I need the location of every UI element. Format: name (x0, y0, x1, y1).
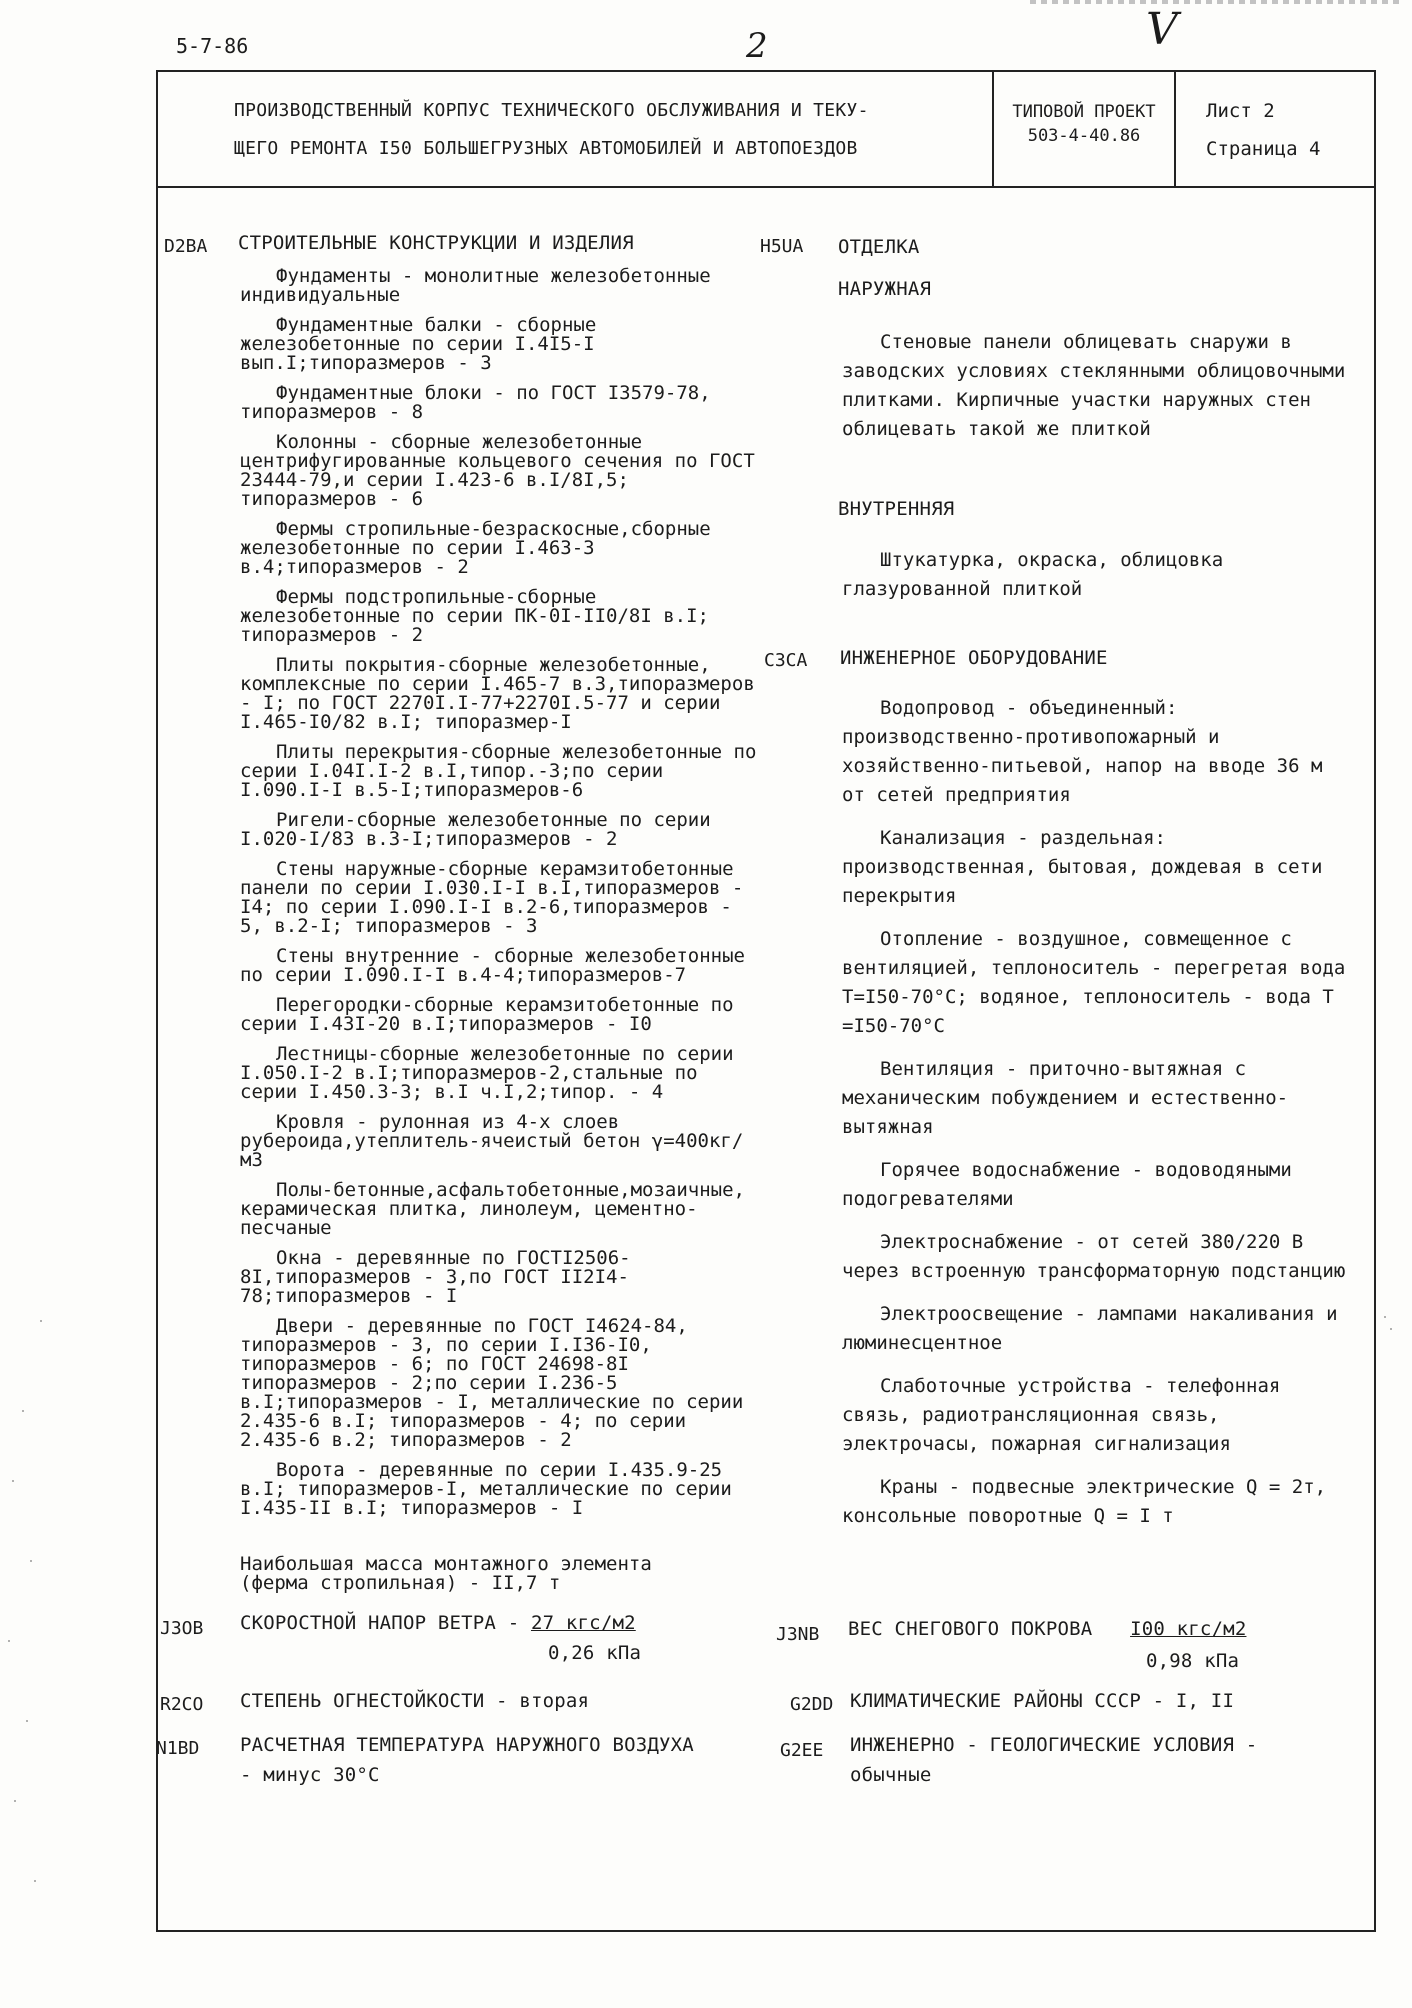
handwritten-page-number: 2 (746, 26, 768, 66)
scan-speck (26, 1720, 28, 1722)
list-item: Фундаменты - монолитные железобетонные индивидуальные (240, 265, 711, 306)
list-item: Горячее водоснабжение - водоводяными подогревателями (842, 1159, 1292, 1210)
header-title (234, 92, 984, 168)
document-code: 5-7-86 (176, 34, 249, 58)
list-item: Электроснабжение - от сетей 380/220 В через встроенную трансформаторную подстанцию (842, 1231, 1346, 1282)
list-item: Канализация - раздельная: производственная, бытовая, дождевая в сети перекрытия (842, 827, 1323, 907)
inner-finish-heading: ВНУТРЕННЯЯ (838, 498, 955, 520)
wind-pressure (240, 1612, 636, 1634)
project-number: 503-4-40.86 (1027, 126, 1141, 146)
fire-code: R2CO (160, 1694, 204, 1715)
structures-list (240, 267, 760, 1529)
climate-code: G2DD (790, 1694, 834, 1715)
project-block (994, 100, 1174, 148)
wind-value: 27 кгс/м2 (530, 1612, 636, 1634)
scan-speck (34, 1880, 36, 1882)
max-element-mass: Наибольшая масса монтажного элемента (ферма стропильная) - II,7 т (240, 1553, 652, 1594)
scan-speck (1390, 1328, 1392, 1330)
scan-speck (30, 1560, 32, 1562)
temperature-value: - минус 30°C (240, 1764, 380, 1786)
temperature-label: РАСЧЕТНАЯ ТЕМПЕРАТУРА НАРУЖНОГО ВОЗДУХА (240, 1734, 694, 1756)
sheet-block (1206, 92, 1366, 168)
left-section-heading: СТРОИТЕЛЬНЫЕ КОНСТРУКЦИИ И ИЗДЕЛИЯ (238, 232, 634, 254)
list-item: Колонны - сборные железобетонные центрифугированные кольцевого сечения по ГОСТ 23444-79,и серии I.423-6 в.I/8I,5; типоразмеров - 6 (240, 431, 755, 510)
list-item: Фермы стропильные-безраскосные,сборные железобетонные по серии I.463-3 в.4;типоразмеров - 2 (240, 518, 711, 578)
paragraph: Штукатурка, окраска, облицовка глазурованной плиткой (842, 549, 1224, 600)
list-item: Перегородки-сборные керамзитобетонные по серии I.43I-20 в.I;типоразмеров - I0 (240, 994, 734, 1035)
list-item: Водопровод - объединенный: производственно-противопожарный и хозяйственно-питьевой, напор на вводе 36 м от сетей предприятия (842, 697, 1323, 806)
snow-kpa: 0,98 кПа (1146, 1650, 1240, 1672)
list-item: Ригели-сборные железобетонные по серии I.020-I/83 в.3-I;типоразмеров - 2 (240, 809, 711, 850)
climate-regions: КЛИМАТИЧЕСКИЕ РАЙОНЫ СССР - I, II (850, 1690, 1235, 1712)
list-item: Фундаментные балки - сборные железобетонные по серии I.4I5-I вып.I;типоразмеров - 3 (240, 314, 597, 374)
scan-speck (22, 1410, 24, 1412)
temperature-code: N1BD (156, 1738, 200, 1759)
list-item: Отопление - воздушное, совмещенное с вентиляцией, теплоноситель - перегретая вода T=I50-70°C; водяное, теплоноситель - вода T =I50-70°C (842, 928, 1346, 1037)
header-title-line-1: ПРОИЗВОДСТВЕННЫЙ КОРПУС ТЕХНИЧЕСКОГО ОБСЛУЖИВАНИЯ И ТЕКУ- (234, 100, 869, 121)
top-edge-smudge (1030, 0, 1400, 4)
list-item: Лестницы-сборные железобетонные по серии I.050.I-2 в.I;типоразмеров-2,стальные по серии I.450.3-3; в.I ч.I,2;типор. - 4 (240, 1043, 734, 1103)
list-item: Окна - деревянные по ГОСТI2506-8I,типоразмеров - 3,по ГОСТ II2I4-78;типоразмеров - I (240, 1247, 631, 1307)
wind-label: СКОРОСТНОЙ НАПОР ВЕТРА - (240, 1612, 520, 1634)
engineering-heading: ИНЖЕНЕРНОЕ ОБОРУДОВАНИЕ (840, 647, 1108, 669)
snow-load (848, 1618, 1246, 1640)
engineering-list (842, 694, 1356, 1545)
page-label: Страница 4 (1206, 138, 1321, 160)
header-title-line-2: ЩЕГО РЕМОНТА I50 БОЛЬШЕГРУЗНЫХ АВТОМОБИЛЕЙ И АВТОПОЕЗДОВ (234, 138, 858, 159)
left-section-code: D2BA (164, 236, 208, 257)
list-item: Стены наружные-сборные керамзитобетонные панели по серии I.030.I-I в.I,типоразмеров - I4; по серии I.090.I-I в.2-6,типоразмеров - 5, в.2-I; типоразмеров - 3 (240, 858, 744, 937)
outer-finish-heading: НАРУЖНАЯ (838, 278, 932, 300)
scan-speck (40, 1320, 42, 1322)
list-item: Фундаментные блоки - по ГОСТ I3579-78, типоразмеров - 8 (240, 382, 711, 423)
list-item: Плиты перекрытия-сборные железобетонные по серии I.04I.I-2 в.I,типор.-3;по серии I.090.I-I в.5-I;типоразмеров-6 (240, 741, 757, 801)
inner-finish-text (842, 546, 1352, 618)
list-item: Слаботочные устройства - телефонная связь, радиотрансляционная связь, электрочасы, пожарная сигнализация (842, 1375, 1281, 1455)
scan-speck (14, 1800, 16, 1802)
header-divider (156, 186, 1376, 188)
scan-speck (12, 1480, 14, 1482)
snow-value: I00 кгс/м2 (1130, 1618, 1247, 1640)
finish-section-code: H5UA (760, 236, 804, 257)
outer-finish-text (842, 328, 1352, 458)
list-item: Вентиляция - приточно-вытяжная с механическим побуждением и естественно-вытяжная (842, 1058, 1289, 1138)
wind-code: J3OB (160, 1618, 204, 1639)
snow-label: ВЕС СНЕГОВОГО ПОКРОВА (848, 1618, 1093, 1640)
scan-speck (1384, 1316, 1386, 1318)
geology-code: G2EE (780, 1740, 824, 1761)
list-item: Электроосвещение - лампами накаливания и люминесцентное (842, 1303, 1338, 1354)
list-item: Плиты покрытия-сборные железобетонные, комплексные по серии I.465-7 в.3,типоразмеров - I; по ГОСТ 2270I.I-77+2270I.5-77 и серии I.465-I0/82 в.I; типоразмер-I (240, 654, 755, 733)
list-item: Краны - подвесные электрические Q = 2т, консольные поворотные Q = I т (842, 1476, 1327, 1527)
geology-value: обычные (850, 1764, 932, 1786)
engineering-section-code: C3CA (764, 650, 808, 671)
check-mark: V (1146, 4, 1178, 55)
sheet-number: Лист 2 (1206, 100, 1275, 122)
list-item: Кровля - рулонная из 4-х слоев рубероида,утеплитель-ячеистый бетон γ=400кг/м3 (240, 1111, 744, 1171)
finish-heading: ОТДЕЛКА (838, 236, 920, 258)
list-item: Полы-бетонные,асфальтобетонные,мозаичные, керамическая плитка, линолеум, цементно-песчаные (240, 1179, 745, 1239)
paragraph: Стеновые панели облицевать снаружи в заводских условиях стеклянными облицовочными плитками. Кирпичные участки наружных стен облицевать такой же плиткой (842, 331, 1346, 440)
list-item: Фермы подстропильные-сборные железобетонные по серии ПК-0I-II0/8I в.I; типоразмеров - 2 (240, 586, 709, 646)
project-label: ТИПОВОЙ ПРОЕКТ (1012, 102, 1156, 122)
geology-label: ИНЖЕНЕРНО - ГЕОЛОГИЧЕСКИЕ УСЛОВИЯ - (850, 1734, 1258, 1756)
fire-resistance: СТЕПЕНЬ ОГНЕСТОЙКОСТИ - вторая (240, 1690, 590, 1712)
list-item: Ворота - деревянные по серии I.435.9-25 в.I; типоразмеров-I, металлические по серии I.435-II в.I; типоразмеров - I (240, 1459, 732, 1519)
header-divider-2 (1174, 70, 1176, 186)
list-item: Двери - деревянные по ГОСТ I4624-84, типоразмеров - 3, по серии I.I36-I0, типоразмеров - 6; по ГОСТ 24698-8I типоразмеров - 2;по серии I.236-5 в.I;типоразмеров - I, металлические по серии 2.435-6 в.I; типоразмеров - 4; по серии 2.435-6 в.2; типоразмеров - 2 (240, 1315, 744, 1451)
wind-kpa: 0,26 кПа (548, 1642, 642, 1664)
snow-code: J3NB (776, 1624, 820, 1645)
scan-speck (8, 1640, 10, 1642)
list-item: Стены внутренние - сборные железобетонные по серии I.090.I-I в.4-4;типоразмеров-7 (240, 945, 745, 986)
